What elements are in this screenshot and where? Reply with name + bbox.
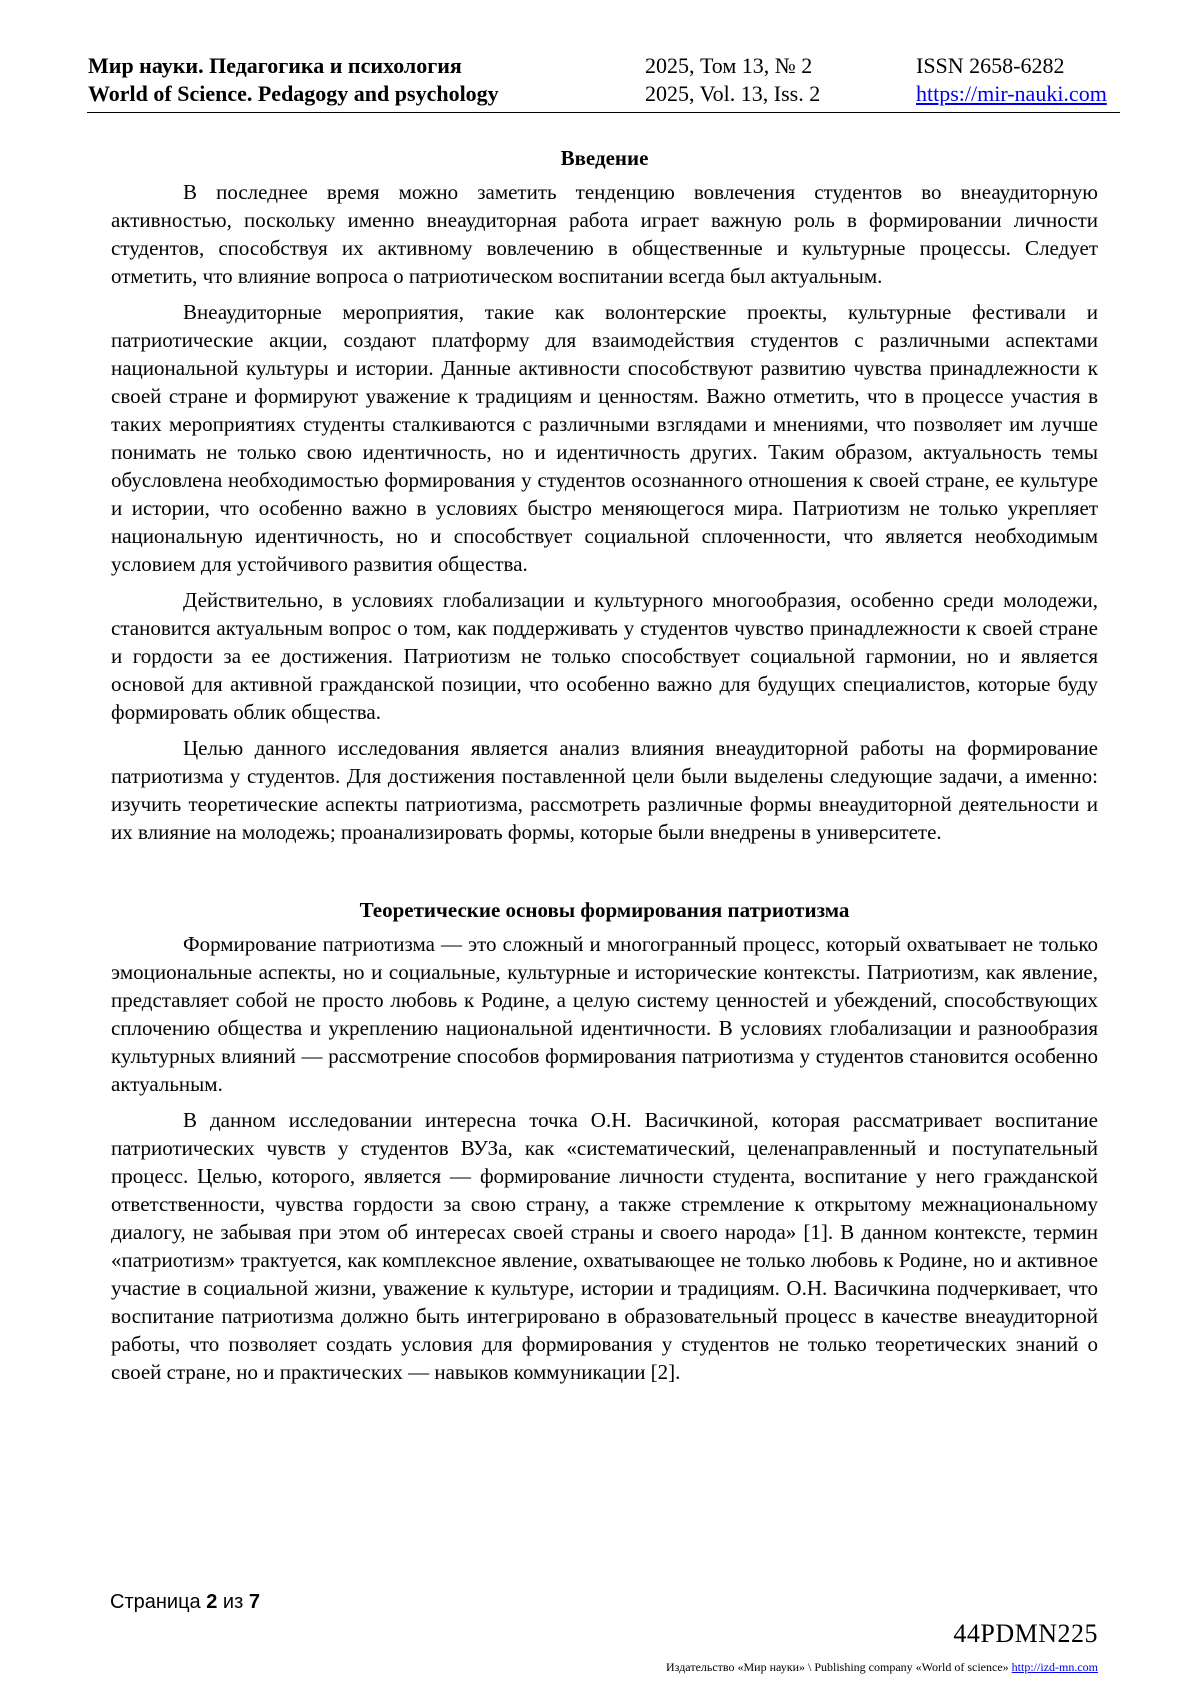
- publisher-line: [666, 1660, 1098, 1675]
- article-body: [111, 144, 1098, 1394]
- journal-title-en: World of Science. Pedagogy and psychology: [88, 81, 499, 106]
- issue-block: [645, 52, 820, 108]
- article-code: 44PDMN225: [953, 1619, 1098, 1648]
- running-header: [87, 48, 1120, 113]
- page-total: 7: [248, 1591, 260, 1613]
- publisher-url-link[interactable]: http://izd-mn.com: [1011, 1660, 1098, 1674]
- issue-en: 2025, Vol. 13, Iss. 2: [645, 81, 821, 106]
- paragraph: Формирование патриотизма — это сложный и многогранный процесс, который охватывает не только эмоциональные аспекты, но и социальные, культурные и исторические контексты. Патриотизм, как явление, представляет собой не просто любовь к Родине, а целую систему ценностей и убеждений, способствующих сплочению общества и укреплению национальной идентичности. В условиях глобализации и разнообразия культурных влияний — рассмотрение способов формирования патриотизма у студентов становится особенно актуальным.: [111, 932, 1098, 1096]
- paragraph: В последнее время можно заметить тенденцию вовлечения студентов во внеаудиторную активностью, поскольку именно внеаудиторная работа играет важную роль в формировании личности студентов, способствуя их активному вовлечению в общественные и культурные процессы. Следует отметить, что влияние вопроса о патриотическом воспитании всегда был актуальным.: [111, 180, 1098, 288]
- page-of: из: [222, 1591, 244, 1613]
- paragraph: Действительно, в условиях глобализации и культурного многообразия, особенно среди молодежи, становится актуальным вопрос о том, как поддерживать у студентов чувство принадлежности к своей стране и гордости за ее достижения. Патриотизм не только способствует социальной гармонии, но и является основой для активной гражданской позиции, что особенно важно для будущих специалистов, которые буду формировать облик общества.: [111, 588, 1098, 724]
- journal-title-ru: Мир науки. Педагогика и психология: [88, 53, 462, 78]
- page-label: Страница: [110, 1591, 201, 1613]
- paragraph: В данном исследовании интересна точка О.Н. Васичкиной, которая рассматривает воспитание патриотических чувств у студентов ВУЗа, как «систематический, целенаправленный и поступательный процесс. Целью, которого, является — формирование личности студента, воспитание у него гражданской ответственности, чувства гордости за свою страну, а также стремление к открытому межнациональному диалогу, не забывая при этом об интересах своей страны и своего народа» [1]. В данном контексте, термин «патриотизм» трактуется, как комплексное явление, охватывающее не только любовь к Родине, но и активное участие в социальной жизни, уважение к культуре, истории и традициям. О.Н. Васичкина подчеркивает, что воспитание патриотизма должно быть интегрировано в образовательный процесс в качестве внеаудиторной работы, что позволяет создать условия для формирования у студентов не только теоретических знаний о своей стране, но и практических — навыков коммуникации [2].: [111, 1108, 1098, 1384]
- page-current: 2: [206, 1591, 218, 1613]
- page-number: [110, 1591, 260, 1614]
- section-heading-introduction: Введение: [560, 146, 649, 170]
- issue-ru: 2025, Том 13, № 2: [645, 53, 813, 78]
- issn-block: [916, 52, 1107, 108]
- journal-title-block: [88, 52, 499, 108]
- publisher-name: Издательство «Мир науки» \ Publishing company «World of science»: [666, 1660, 1009, 1674]
- issn: ISSN 2658-6282: [916, 53, 1065, 78]
- paragraph: Внеаудиторные мероприятия, такие как волонтерские проекты, культурные фестивали и патриотические акции, создают платформу для взаимодействия студентов с различными аспектами национальной культуры и истории. Данные активности способствуют развитию чувства принадлежности к своей стране и формируют уважение к традициям и ценностям. Важно отметить, что в процессе участия в таких мероприятиях студенты сталкиваются с различными взглядами и мнениями, что позволяет им лучше понимать не только свою идентичность, но и идентичность других. Таким образом, актуальность темы обусловлена необходимостью формирования у студентов осознанного отношения к своей стране, ее культуре и истории, что особенно важно в условиях быстро меняющегося мира. Патриотизм не только укрепляет национальную идентичность, но и способствует социальной сплоченности, что является необходимым условием для устойчивого развития общества.: [111, 300, 1098, 576]
- journal-url-link[interactable]: https://mir-nauki.com: [916, 81, 1107, 106]
- section-heading-theory: Теоретические основы формирования патриотизма: [359, 898, 850, 922]
- paragraph: Целью данного исследования является анализ влияния внеаудиторной работы на формирование патриотизма у студентов. Для достижения поставленной цели были выделены следующие задачи, а именно: изучить теоретические аспекты патриотизма, рассмотреть различные формы внеаудиторной деятельности и их влияние на молодежь; проанализировать формы, которые были внедрены в университете.: [111, 736, 1098, 844]
